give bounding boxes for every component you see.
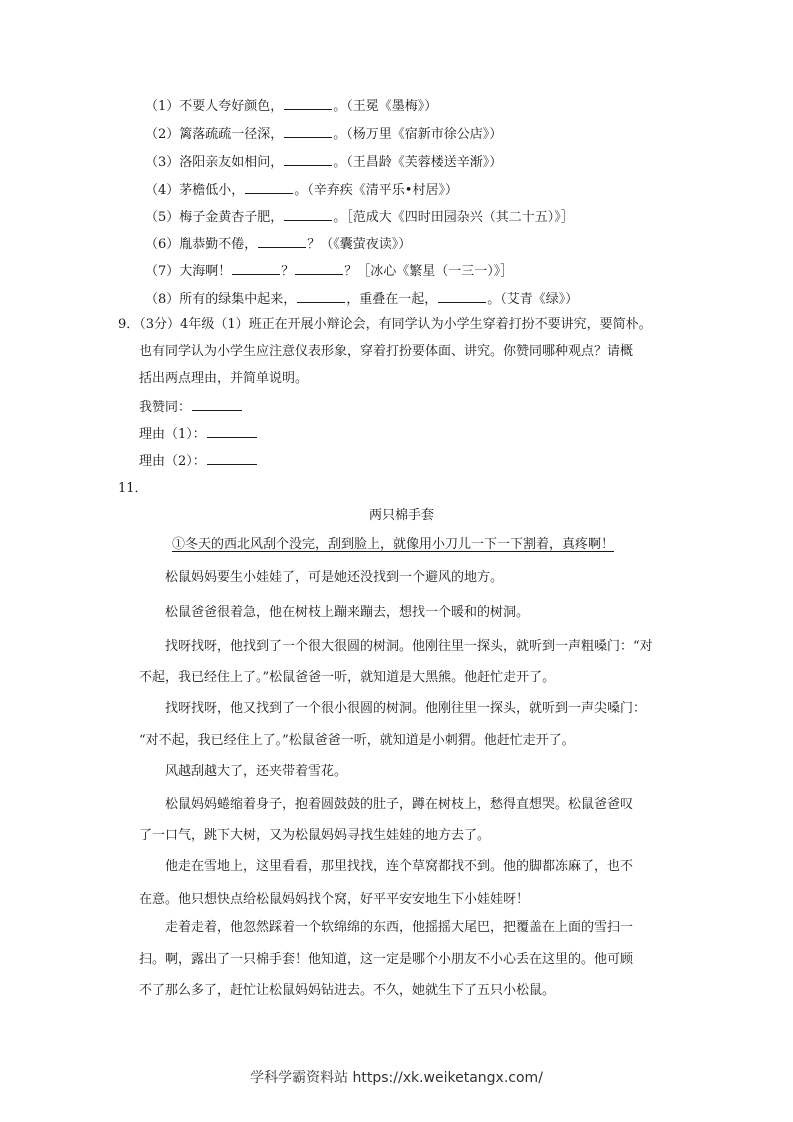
passage-line-4: 找呀找呀，他找到了一个很大很圆的树洞。他刚往里一探头，就听到一声粗嗓门：“对	[165, 639, 653, 654]
answer-blank[interactable]	[284, 96, 332, 110]
poem-line-8-mid: ，重叠在一起，	[346, 292, 438, 307]
passage-title: 两只棉手套	[369, 508, 435, 523]
answer-blank[interactable]	[297, 289, 345, 303]
passage-line-2: 松鼠妈妈要生小娃娃了，可是她还没找到一个避风的地方。	[165, 570, 504, 585]
answer-blank[interactable]	[192, 397, 242, 411]
passage-line-8: 风越刮越大了，还夹带着雪花。	[165, 764, 348, 779]
passage-line-14: 扫。啊，露出了一只棉手套！他知道，这一定是哪个小朋友不小心丢在这里的。他可顾	[139, 952, 634, 967]
passage-line-7: “对不起，我已经住上了。”松鼠爸爸一听，就知道是小刺猬。他赶忙走开了。	[139, 733, 575, 748]
passage-line-13: 走着走着，他忽然踩着一个软绵绵的东西，他摇摇大尾巴，把覆盖在上面的雪扫一	[165, 920, 634, 935]
passage-line-9: 松鼠妈妈蜷缩着身子，抱着圆鼓鼓的肚子，蹲在树枝上，愁得直想哭。松鼠爸爸叹	[165, 797, 634, 812]
q9-agree-row	[139, 397, 243, 417]
answer-blank[interactable]	[438, 289, 486, 303]
poem-line-4	[145, 180, 458, 200]
poem-line-4-text: （4）茅檐低小，	[145, 183, 245, 198]
poem-line-6-source: ？（《囊萤夜读》）	[307, 237, 412, 252]
answer-blank[interactable]	[207, 451, 257, 465]
poem-line-6	[145, 234, 411, 254]
passage-line-3: 松鼠爸爸很着急，他在树枝上蹦来蹦去，想找一个暖和的树洞。	[165, 605, 530, 620]
poem-line-7-mid: ？	[281, 264, 295, 279]
passage-line-10: 了一口气，跳下大树，又为松鼠妈妈寻找生娃娃的地方去了。	[139, 828, 491, 843]
poem-line-1	[145, 96, 437, 116]
poem-line-7	[145, 261, 513, 281]
q11-number: 11．	[118, 481, 148, 496]
poem-line-3-text: （3）洛阳亲友如相问，	[145, 155, 284, 170]
poem-line-8	[145, 289, 578, 309]
answer-blank[interactable]	[295, 261, 343, 275]
poem-line-2	[145, 124, 502, 144]
site-footer: 学科学霸资料站 https://xk.weiketangx.com/	[250, 1070, 543, 1086]
answer-blank[interactable]	[258, 234, 306, 248]
poem-line-7-text: （7）大海啊！	[145, 264, 232, 279]
q9-line-1: 9．（3分）4年级（1）班正在开展小辩论会，有同学认为小学生穿着打扮不要讲究，要简朴。	[118, 317, 652, 332]
passage-line-11: 他走在雪地上，这里看看，那里找找，连个草窝都找不到。他的脚都冻麻了，也不	[165, 859, 634, 874]
answer-blank[interactable]	[207, 424, 257, 438]
answer-blank[interactable]	[284, 207, 332, 221]
passage-line-12: 在意。他只想快点给松鼠妈妈找个窝，好平平安安地生下小娃娃呀！	[139, 892, 530, 907]
q9-reason2-row	[139, 451, 258, 471]
poem-line-7-source: ？［冰心《繁星（一三一）》］	[344, 264, 514, 279]
poem-line-5-text: （5）梅子金黄杏子肥，	[145, 210, 284, 225]
poem-line-6-text: （6）胤恭勤不倦，	[145, 237, 258, 252]
poem-line-1-source: 。（王冕《墨梅》）	[333, 99, 438, 114]
q9-reason2-label: 理由（2）：	[139, 454, 206, 469]
answer-blank[interactable]	[284, 124, 332, 138]
poem-line-2-source: 。（杨万里《宿新市徐公店》）	[333, 127, 503, 142]
passage-line-1: ①冬天的西北风刮个没完，刮到脸上，就像用小刀儿一下一下割着，真疼啊！	[172, 537, 615, 552]
passage-line-15: 不了那么多了，赶忙让松鼠妈妈钻进去。不久，她就生下了五只小松鼠。	[139, 983, 556, 998]
poem-line-5-source: 。［范成大《四时田园杂兴（其二十五）》］	[333, 210, 574, 225]
q9-line-3: 括出两点理由，并简单说明。	[139, 371, 309, 386]
poem-line-5	[145, 207, 574, 227]
passage-line-5: 不起，我已经住上了。”松鼠爸爸一听，就知道是大黑熊。他赶忙走开了。	[139, 670, 556, 685]
q9-agree-label: 我赞同：	[139, 400, 192, 415]
answer-blank[interactable]	[284, 152, 332, 166]
poem-line-4-source: 。（辛弃疾《清平乐•村居》）	[294, 183, 458, 198]
q9-reason1-label: 理由（1）：	[139, 427, 206, 442]
poem-line-8-text: （8）所有的绿集中起来，	[145, 292, 297, 307]
poem-line-2-text: （2）篱落疏疏一径深，	[145, 127, 284, 142]
poem-line-3-source: 。（王昌龄《芙蓉楼送辛渐》）	[333, 155, 503, 170]
q9-reason1-row	[139, 424, 258, 444]
poem-line-1-text: （1）不要人夸好颜色，	[145, 99, 284, 114]
passage-line-6: 找呀找呀，他又找到了一个很小很圆的树洞。他刚往里一探头，就听到一声尖嗓门：	[165, 701, 647, 716]
answer-blank[interactable]	[245, 180, 293, 194]
answer-blank[interactable]	[232, 261, 280, 275]
q9-line-2: 也有同学认为小学生应注意仪表形象，穿着打扮要体面、讲究。你赞同哪种观点？请概	[139, 344, 634, 359]
poem-line-3	[145, 152, 502, 172]
poem-line-8-source: 。（艾青《绿》）	[487, 292, 579, 307]
